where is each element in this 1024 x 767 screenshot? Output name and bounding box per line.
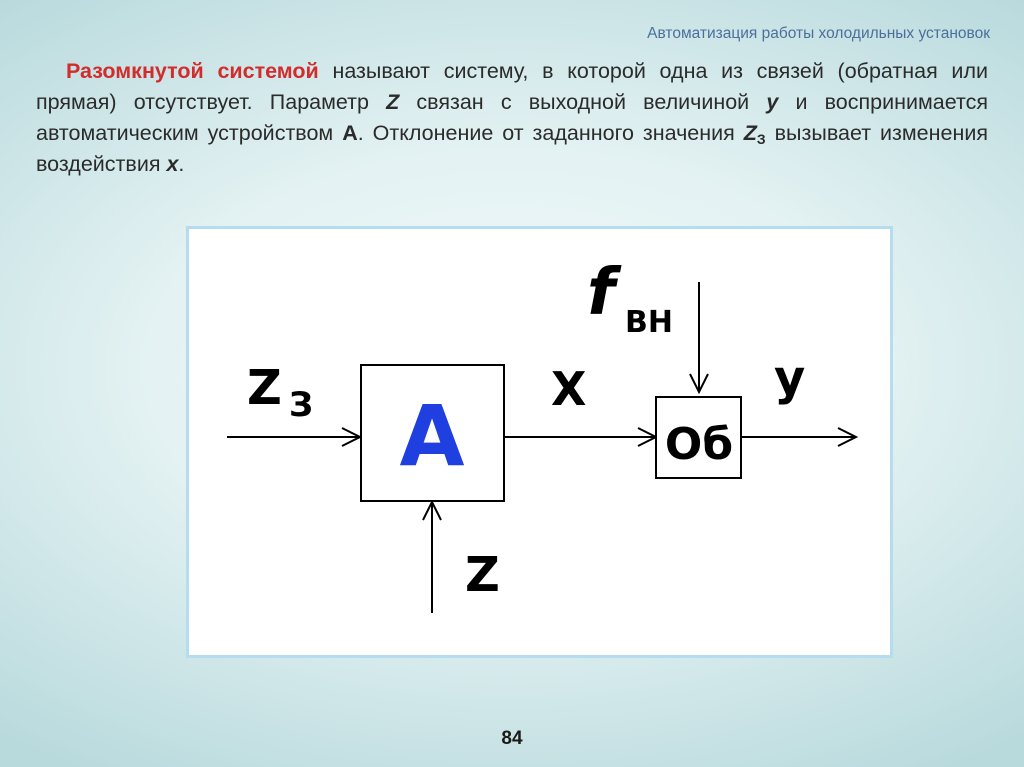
text-part-3: и воспринимается автоматическим устройством <box>36 90 988 145</box>
text-part-5: вызывает изменения воздействия <box>36 121 988 176</box>
param-y: y <box>766 90 779 114</box>
device-a: А <box>342 121 358 145</box>
text-part-6: . <box>178 152 185 176</box>
block-diagram <box>189 229 890 655</box>
param-z3: $Z_З$ <box>743 121 766 147</box>
definition-paragraph <box>36 56 988 180</box>
param-z3-sub: З <box>756 131 766 147</box>
param-x: x <box>166 152 179 176</box>
block-ob-label: Об <box>664 419 734 470</box>
signal-x-label: X <box>551 362 587 416</box>
text-part-4: . Отклонение от заданного значения <box>357 121 744 145</box>
page-number: 84 <box>501 728 523 749</box>
input-label-sub: З <box>289 385 314 425</box>
diagram-frame <box>186 226 893 658</box>
disturbance-label: f <box>587 256 615 330</box>
output-label: y <box>774 350 806 406</box>
input-label: Z <box>247 360 282 416</box>
text-part-1: называют систему, в которой одна из связей (обратная или прямая) отсутствует. Параметр <box>36 59 988 114</box>
term-open-system: Разомкнутой системой <box>66 59 319 83</box>
block-a-label: А <box>399 387 465 485</box>
feedback-label: Z <box>465 547 500 603</box>
text-part-2: связан с выходной величиной <box>399 90 767 114</box>
param-z: Z <box>386 90 400 114</box>
slide-header: Автоматизация работы холодильных установок <box>647 25 990 42</box>
disturbance-label-sub: ВН <box>625 305 673 340</box>
